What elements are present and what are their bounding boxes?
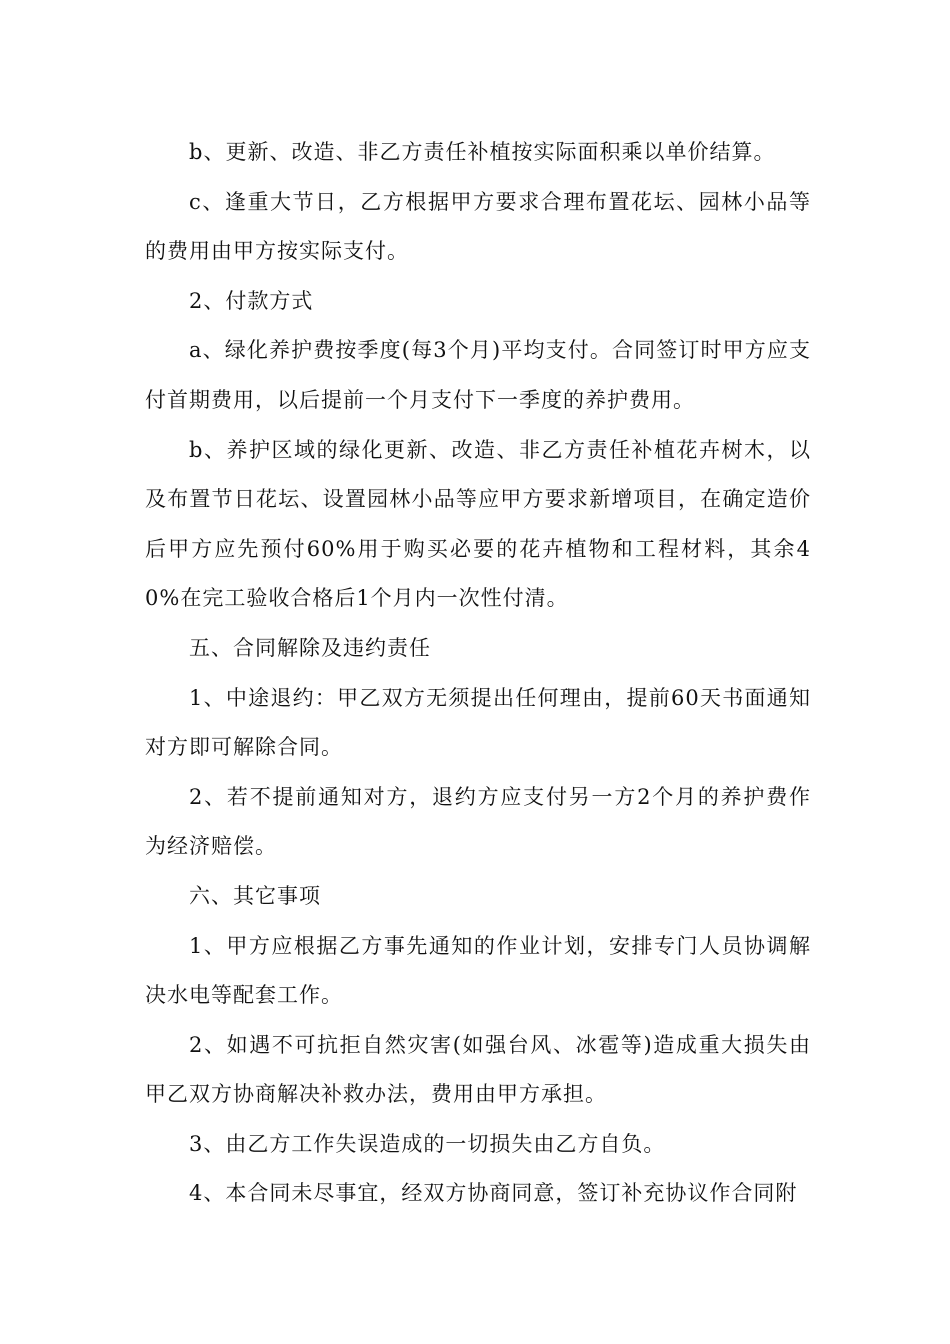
paragraph-a-quarterly-payment: a、绿化养护费按季度(每3个月)平均支付。合同签订时甲方应支付首期费用，以后提前一个月支付下一季度的养护费用。	[145, 338, 811, 412]
paragraph-early-termination: 1、中途退约：甲乙双方无须提出任何理由，提前60天书面通知对方即可解除合同。	[145, 685, 811, 760]
paragraph-c-festival-decoration: c、逢重大节日，乙方根据甲方要求合理布置花坛、园林小品等的费用由甲方按实际支付。	[145, 189, 811, 264]
paragraph-compensation: 2、若不提前通知对方，退约方应支付另一方2个月的养护费作为经济赔偿。	[145, 784, 811, 859]
paragraph-b-renewal-settlement: b、更新、改造、非乙方责任补植按实际面积乘以单价结算。	[189, 140, 776, 164]
document-body	[145, 128, 811, 1219]
heading-termination-liability: 五、合同解除及违约责任	[189, 635, 431, 660]
heading-other-matters: 六、其它事项	[189, 883, 321, 908]
paragraph-party-b-liability: 3、由乙方工作失误造成的一切损失由乙方自负。	[189, 1131, 666, 1156]
paragraph-b-new-project-payment: b、养护区域的绿化更新、改造、非乙方责任补植花卉树木，以及布置节日花坛、设置园林小品等应甲方要求新增项目，在确定造价后甲方应先预付60%用于购买必要的花卉植物和工程材料，其余40%在完工验收合格后1个月内一次性付清。	[145, 437, 811, 611]
paragraph-force-majeure: 2、如遇不可抗拒自然灾害(如强台风、冰雹等)造成重大损失由甲乙双方协商解决补救办法，费用由甲方承担。	[145, 1032, 811, 1107]
paragraph-supplementary-agreement: 4、本合同未尽事宜，经双方协商同意，签订补充协议作合同附	[189, 1181, 798, 1206]
paragraph-coordination: 1、甲方应根据乙方事先通知的作业计划，安排专门人员协调解决水电等配套工作。	[145, 933, 811, 1008]
heading-payment-method: 2、付款方式	[189, 288, 314, 313]
